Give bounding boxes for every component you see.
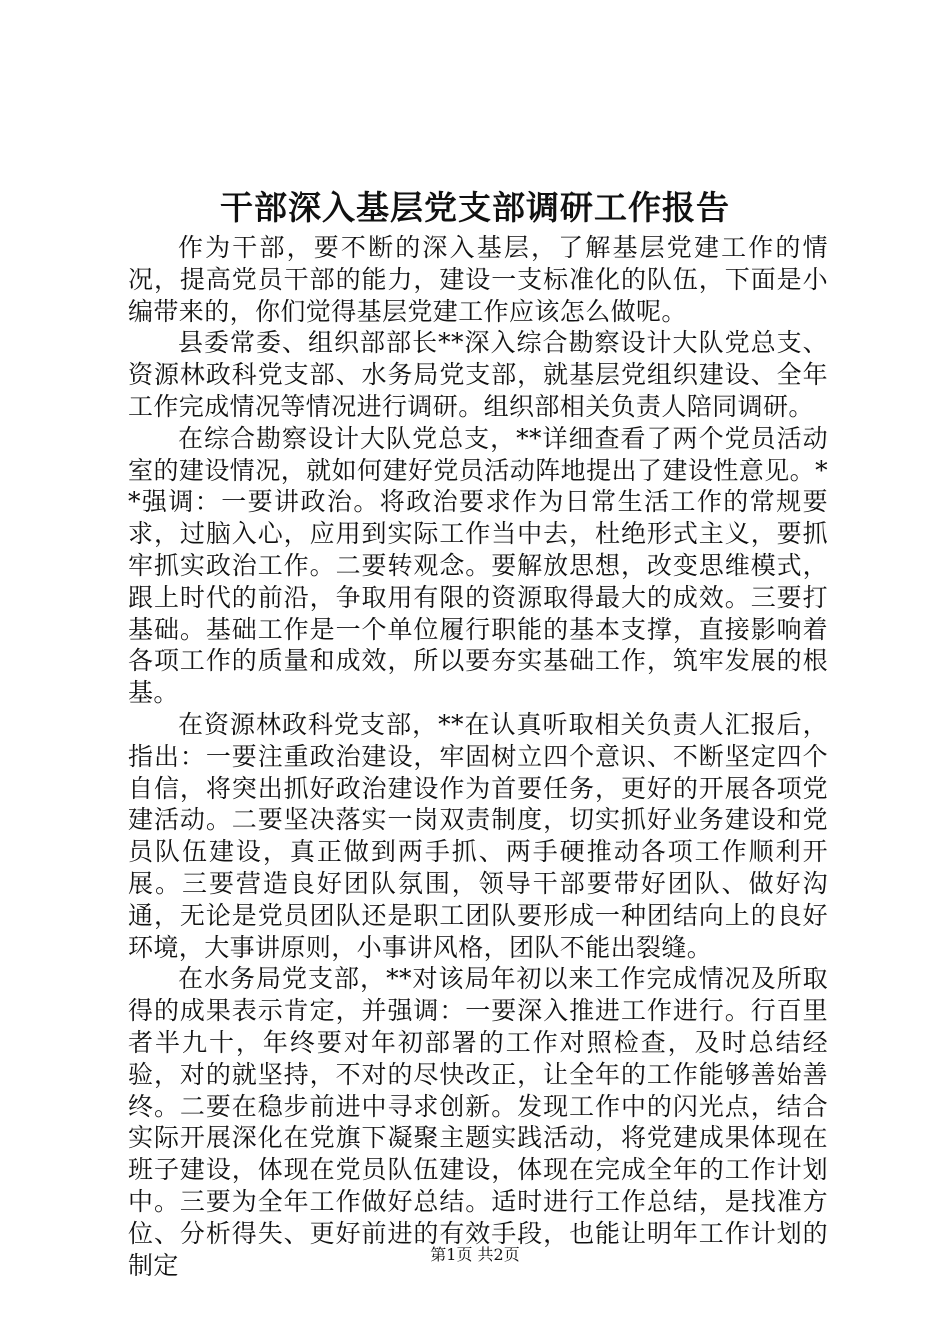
paragraph-forestry-branch: 在资源林政科党支部，**在认真听取相关负责人汇报后，指出：一要注重政治建设，牢固树立四个意识、不断坚定四个自信，将突出抓好政治建设作为首要任务，更好的开展各项党建活动。二要坚决落实一岗双责制度，切实抓好业务建设和党员队伍建设，真正做到两手抓、两手硬推动各项工作顺利开展。三要营造良好团队氛围，领导干部要带好团队、做好沟通，无论是党员团队还是职工团队要形成一种团结向上的良好环境，大事讲原则，小事讲风格，团队不能出裂缝。 — [128, 709, 828, 962]
paragraph-overview: 县委常委、组织部部长**深入综合勘察设计大队党总支、资源林政科党支部、水务局党支部，就基层党组织建设、全年工作完成情况等情况进行调研。组织部相关负责人陪同调研。 — [128, 328, 828, 421]
paragraph-intro: 作为干部，要不断的深入基层，了解基层党建工作的情况，提高党员干部的能力，建设一支标准化的队伍，下面是小编带来的，你们觉得基层党建工作应该怎么做呢。 — [128, 233, 828, 326]
document-title: 干部深入基层党支部调研工作报告 — [220, 188, 730, 227]
paragraph-survey-brigade: 在综合勘察设计大队党总支，**详细查看了两个党员活动室的建设情况，就如何建好党员活动阵地提出了建设性意见。**强调：一要讲政治。将政治要求作为日常生活工作的常规要求，过脑入心，应用到实际工作当中去，杜绝形式主义，要抓牢抓实政治工作。二要转观念。要解放思想，改变思维模式，跟上时代的前沿，争取用有限的资源取得最大的成效。三要打基础。基础工作是一个单位履行职能的基本支撑，直接影响着各项工作的质量和成效，所以要夯实基础工作，筑牢发展的根基。 — [128, 423, 828, 708]
page-footer: 第1页 共2页 — [430, 1245, 520, 1264]
paragraph-water-bureau: 在水务局党支部，**对该局年初以来工作完成情况及所取得的成果表示肯定，并强调：一要深入推进工作进行。行百里者半九十，年终要对年初部署的工作对照检查，及时总结经验，对的就坚持，不对的尽快改正，让全年的工作能够善始善终。二要在稳步前进中寻求创新。发现工作中的闪光点，结合实际开展深化在党旗下凝聚主题实践活动，将党建成果体现在班子建设，体现在党员队伍建设，体现在完成全年的工作计划中。三要为全年工作做好总结。适时进行工作总结，是找准方位、分析得失、更好前进的有效手段，也能让明年工作计划的制定 — [128, 964, 828, 1280]
document-body — [128, 232, 828, 1281]
